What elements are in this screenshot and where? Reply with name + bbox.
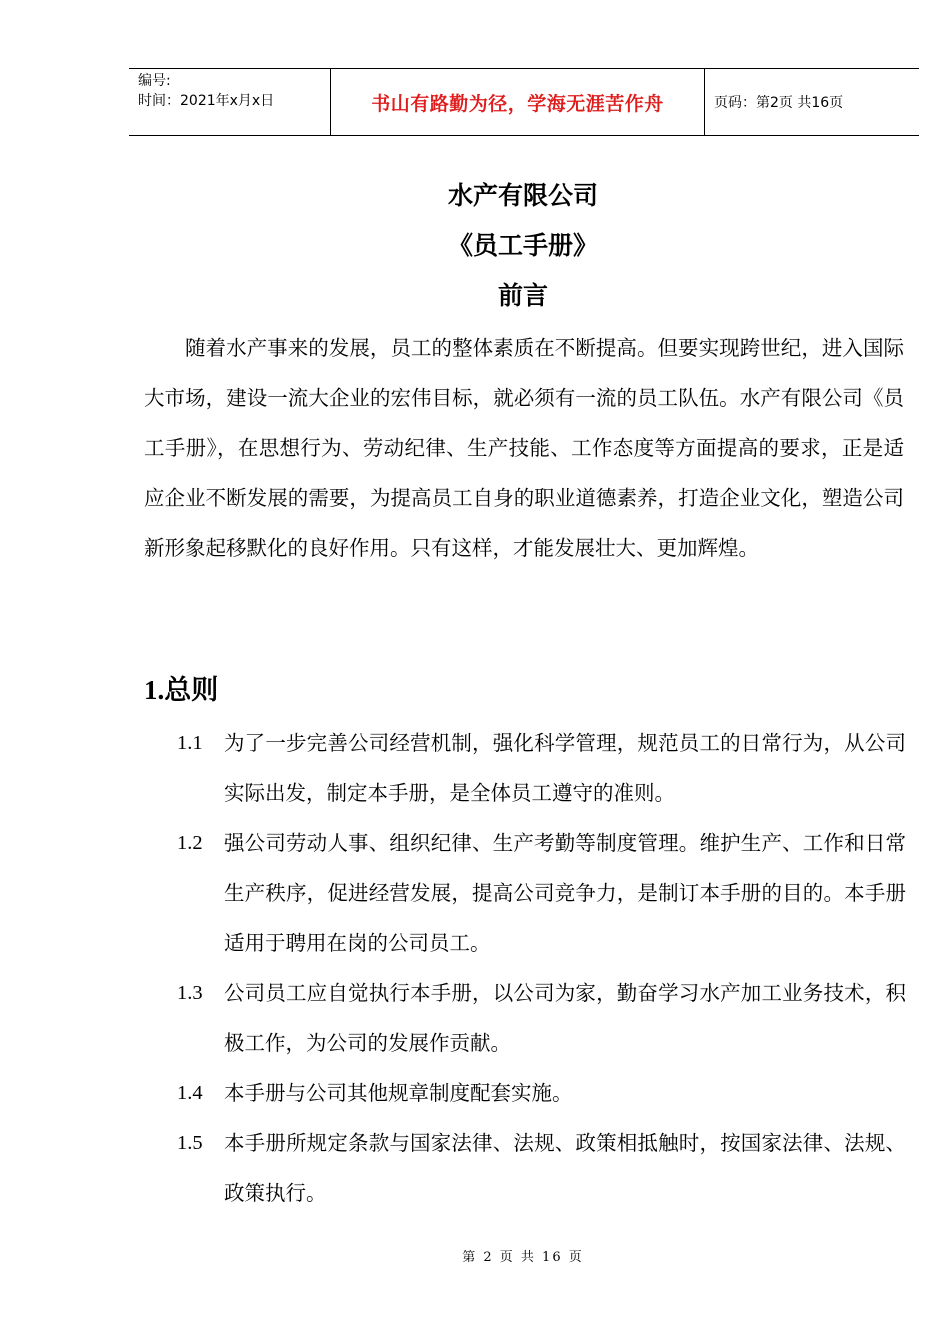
page-footer: 第 2 页 共 16 页 bbox=[462, 1250, 584, 1265]
header-time: 时间：2021年x月x日 bbox=[138, 93, 275, 109]
clause-item bbox=[144, 818, 906, 968]
clause-number: 1.3 bbox=[177, 982, 203, 1004]
clause-text: 强公司劳动人事、组织纪律、生产考勤等制度管理。维护生产、工作和日常生产秩序，促进经营发展，提高公司竞争力，是制订本手册的目的。本手册适用于聘用在岗的公司员工。 bbox=[224, 831, 906, 955]
header-number-label: 编号: bbox=[138, 73, 171, 89]
clause-number: 1.1 bbox=[177, 732, 203, 754]
clause-list bbox=[144, 718, 906, 1218]
clause-number: 1.4 bbox=[177, 1082, 203, 1104]
clause-text: 公司员工应自觉执行本手册，以公司为家，勤奋学习水产加工业务技术，积极工作，为公司的发展作贡献。 bbox=[224, 981, 906, 1055]
clause-number: 1.5 bbox=[177, 1132, 203, 1154]
header-motto: 书山有路勤为径，学海无涯苦作舟 bbox=[331, 69, 705, 135]
clause-text: 本手册与公司其他规章制度配套实施。 bbox=[224, 1081, 573, 1105]
clause-number: 1.2 bbox=[177, 832, 203, 854]
preface-heading: 前言 bbox=[497, 281, 548, 310]
clause-item bbox=[144, 1068, 906, 1118]
page-header bbox=[129, 68, 919, 136]
clause-text: 为了一步完善公司经营机制，强化科学管理，规范员工的日常行为，从公司实际出发，制定本手册，是全体员工遵守的准则。 bbox=[224, 731, 906, 805]
clause-item bbox=[144, 718, 906, 818]
handbook-title: 《员工手册》 bbox=[447, 231, 598, 260]
company-title: 水产有限公司 bbox=[447, 181, 598, 210]
clause-item bbox=[144, 968, 906, 1068]
preface-paragraph: 随着水产事来的发展，员工的整体素质在不断提高。但要实现跨世纪，进入国际大市场，建设一流大企业的宏伟目标，就必须有一流的员工队伍。水产有限公司《员工手册》，在思想行为、劳动纪律、生产技能、工作态度等方面提高的要求，正是适应企业不断发展的需要，为提高员工自身的职业道德素养，打造企业文化，塑造公司新形象起移默化的良好作用。只有这样，才能发展壮大、更加辉煌。 bbox=[144, 336, 904, 560]
header-page-info: 页码：第2页 共16页 bbox=[714, 95, 844, 111]
clause-text: 本手册所规定条款与国家法律、法规、政策相抵触时，按国家法律、法规、政策执行。 bbox=[224, 1131, 906, 1205]
clause-item bbox=[144, 1118, 906, 1218]
header-meta bbox=[129, 69, 331, 135]
section-heading: 1.总则 bbox=[144, 675, 219, 705]
